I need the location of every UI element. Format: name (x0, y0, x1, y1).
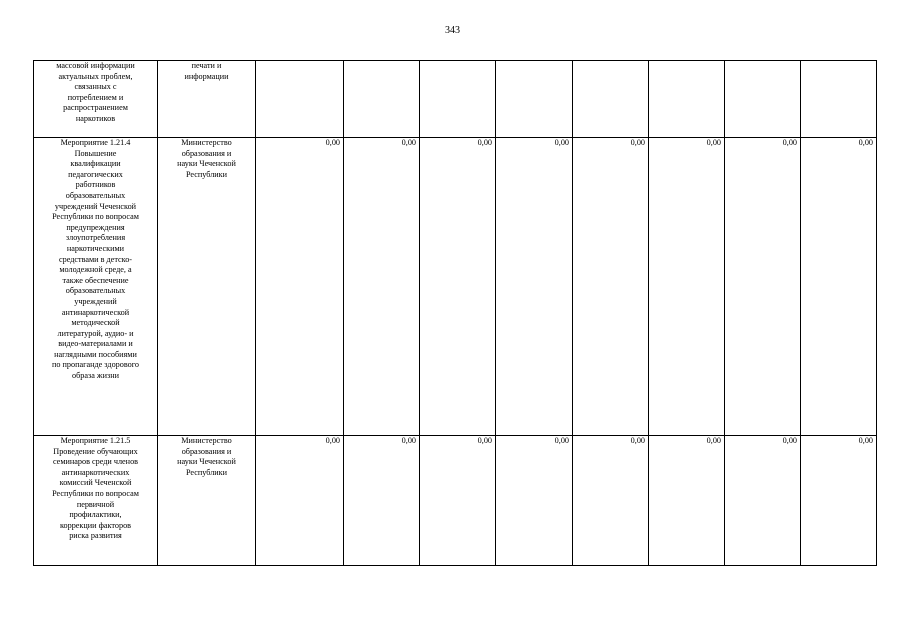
activity-cell (34, 138, 158, 436)
activity-text: Мероприятие 1.21.5 Проведение обучающих семинаров среди членов антинаркотических комиссий Чеченской Республики по вопросам первичной профилактики, коррекции факторов риска развития (52, 436, 139, 541)
activity-cell (34, 61, 158, 138)
value-cell: 0,00 (420, 436, 496, 566)
executor-text: Министерство образования и науки Чеченской Республики (177, 138, 236, 179)
executor-cell (158, 138, 256, 436)
executor-cell (158, 61, 256, 138)
value-cell (725, 61, 801, 138)
activity-text: массовой информации актуальных проблем, связанных с потреблением и распространением наркотиков (56, 61, 135, 123)
value-cell: 0,00 (344, 138, 420, 436)
value-cell (256, 61, 344, 138)
value-cell: 0,00 (725, 138, 801, 436)
value-cell (573, 61, 649, 138)
activity-text: Мероприятие 1.21.4 Повышение квалификации педагогических работников образовательных учреждений Чеченской Республики по вопросам предупреждения злоупотребления наркотическими средствами в детско- молодежной среде, а также обеспечение образовательных учреждений антинаркотической методической литературой, аудио- и видео-материалами и наглядными пособиями по пропаганде здорового образа жизни (51, 138, 139, 381)
page-number: 343 (445, 25, 460, 36)
activity-cell (34, 436, 158, 566)
value-cell (649, 61, 725, 138)
executor-text: Министерство образования и науки Чеченской Республики (177, 436, 236, 477)
table-row (34, 138, 877, 436)
value-cell (420, 61, 496, 138)
value-cell: 0,00 (573, 138, 649, 436)
value-cell (496, 61, 573, 138)
value-cell: 0,00 (649, 436, 725, 566)
value-cell: 0,00 (256, 436, 344, 566)
value-cell: 0,00 (344, 436, 420, 566)
value-cell: 0,00 (496, 138, 573, 436)
value-cell (344, 61, 420, 138)
value-cell: 0,00 (573, 436, 649, 566)
value-cell: 0,00 (420, 138, 496, 436)
value-cell: 0,00 (725, 436, 801, 566)
value-cell: 0,00 (801, 436, 877, 566)
table-row (34, 61, 877, 138)
value-cell: 0,00 (256, 138, 344, 436)
value-cell (801, 61, 877, 138)
executor-text: печати и информации (184, 61, 229, 81)
executor-cell (158, 436, 256, 566)
value-cell: 0,00 (801, 138, 877, 436)
program-activities-table (33, 60, 877, 566)
value-cell: 0,00 (649, 138, 725, 436)
value-cell: 0,00 (496, 436, 573, 566)
table-row (34, 436, 877, 566)
